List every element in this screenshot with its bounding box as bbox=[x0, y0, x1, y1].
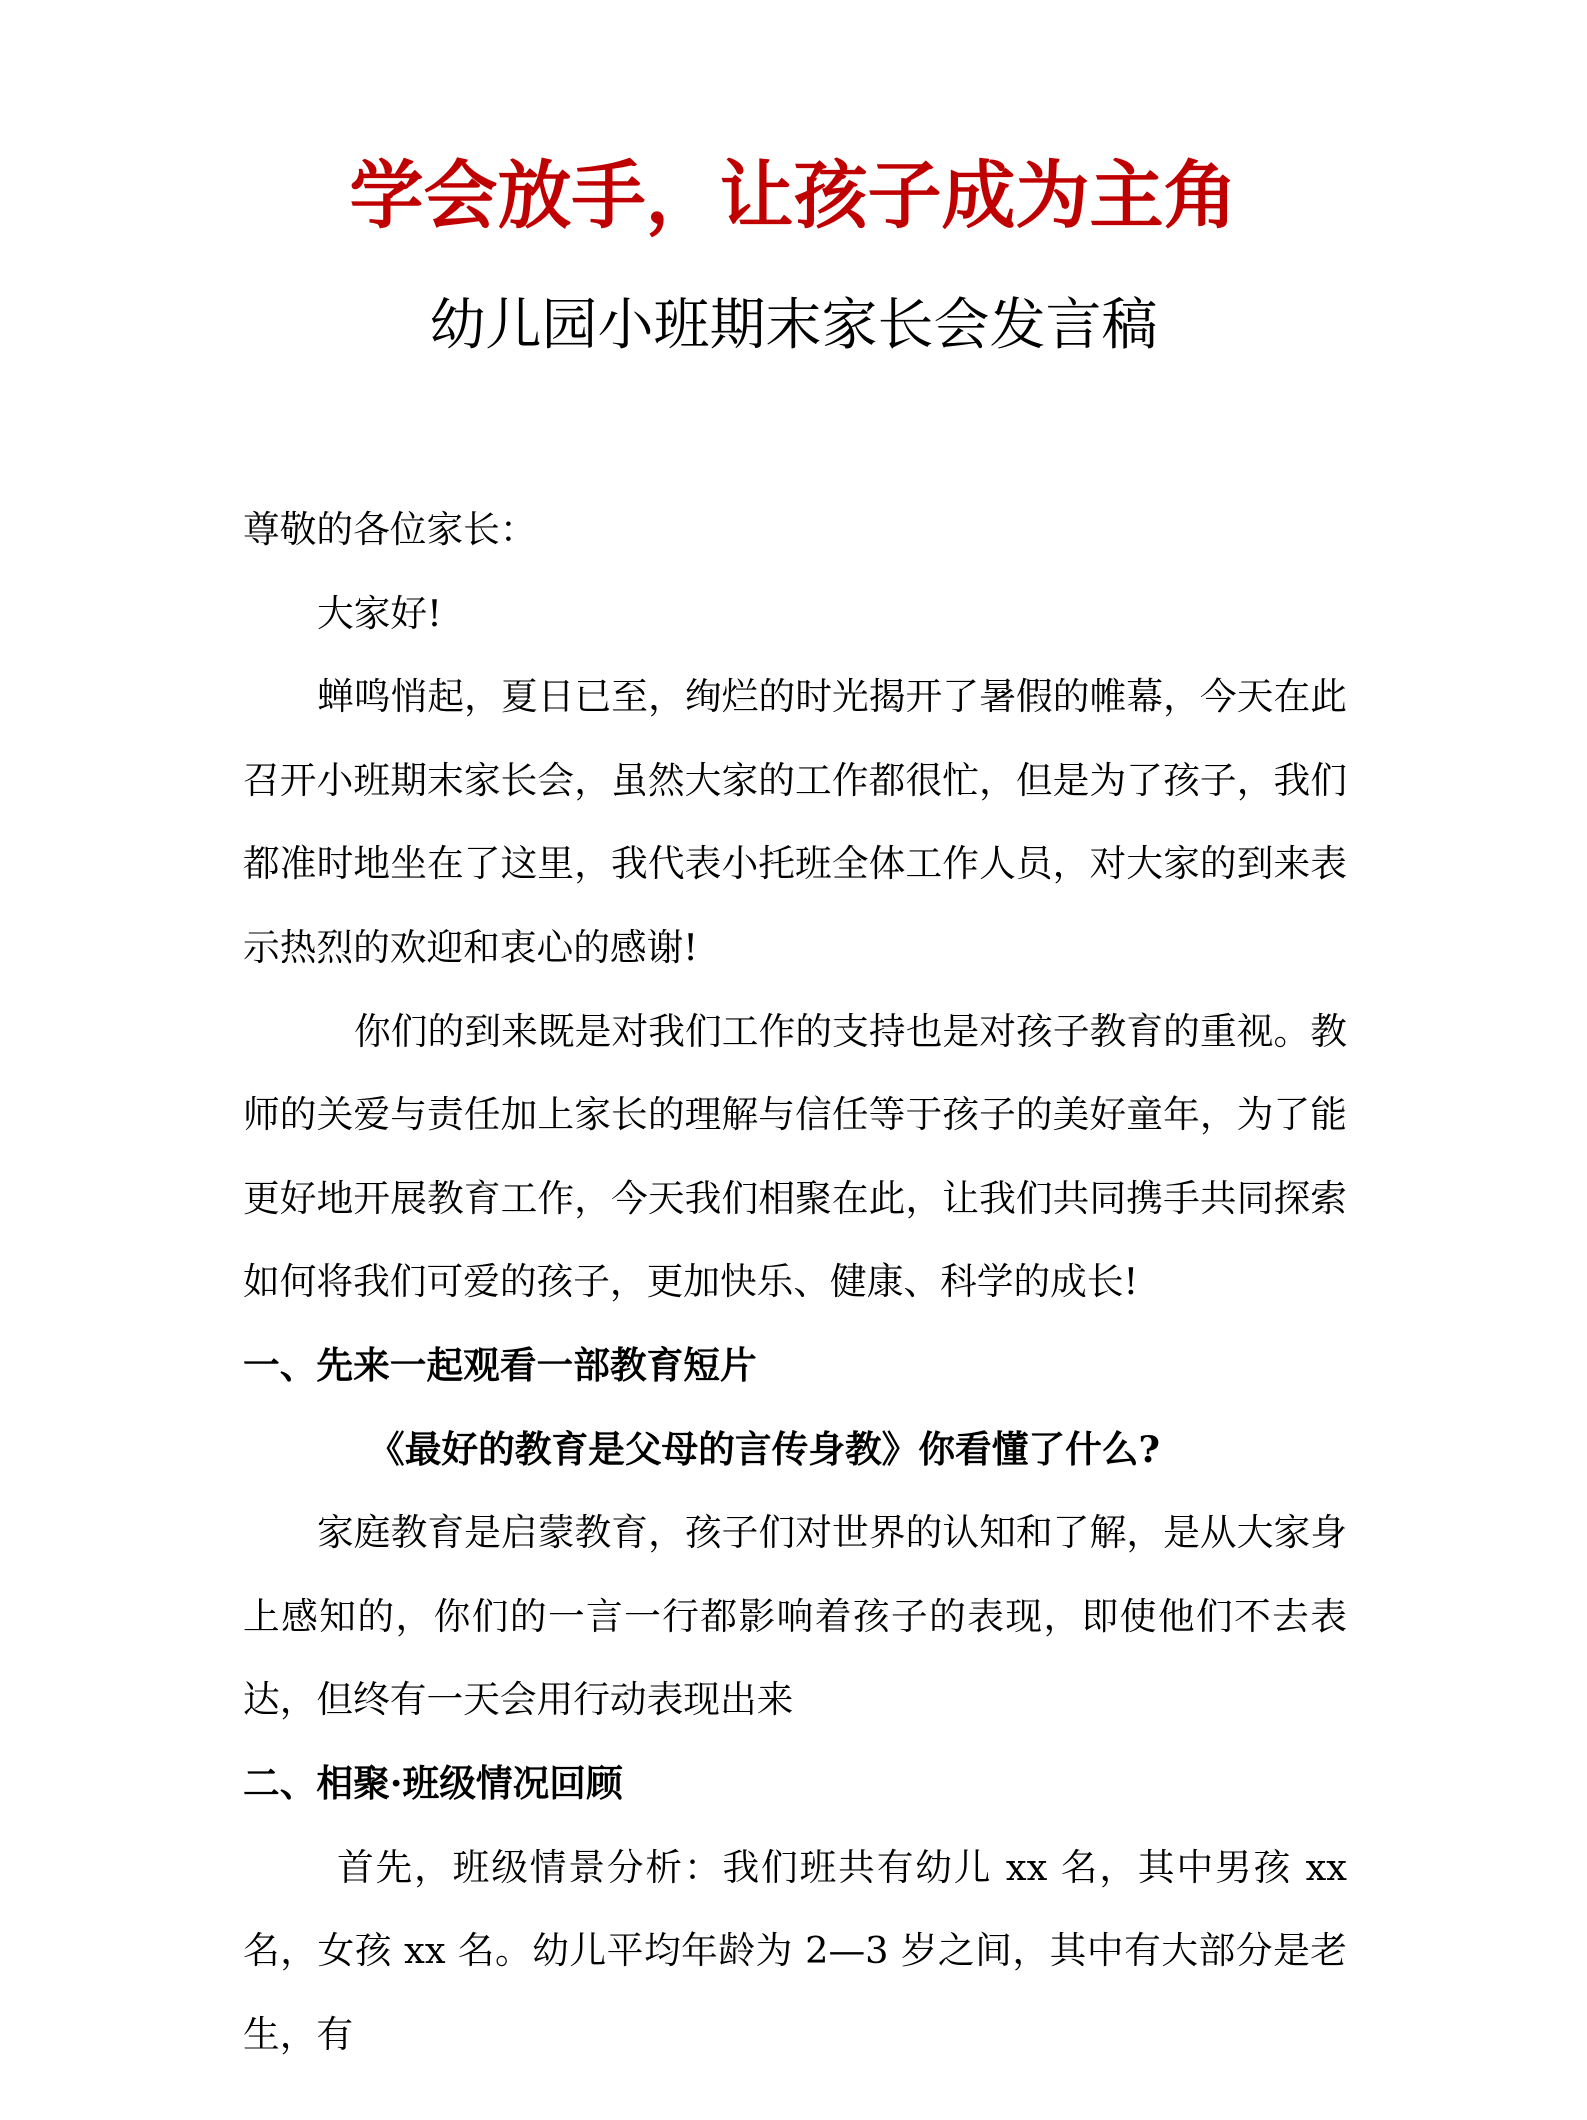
section-heading-1: 一、先来一起观看一部教育短片 bbox=[243, 1343, 757, 1387]
salutation: 尊敬的各位家长： bbox=[243, 508, 537, 551]
greeting: 大家好! bbox=[317, 591, 442, 635]
section-heading-2: 二、相聚·班级情况回顾 bbox=[243, 1761, 623, 1805]
document-title: 学会放手，让孩子成为主角 bbox=[349, 153, 1238, 239]
film-question: 《最好的教育是父母的言传身教》你看懂了什么? bbox=[368, 1427, 1160, 1471]
paragraph-welcome: 你们的到来既是对我们工作的支持也是对孩子教育的重视。教师的关爱与责任加上家长的理解与信任等于孩子的美好童年，为了能更好地开展教育工作，今天我们相聚在此，让我们共同携手共同探索如何将我们可爱的孩子，更加快乐、健康、科学的成长! bbox=[243, 1009, 1347, 1304]
paragraph-family-education: 家庭教育是启蒙教育，孩子们对世界的认知和了解，是从大家身上感知的，你们的一言一行都影响着孩子的表现，即使他们不去表达，但终有一天会用行动表现出来 bbox=[243, 1511, 1347, 1722]
document-body bbox=[243, 488, 1347, 2076]
document-subtitle: 幼儿园小班期末家长会发言稿 bbox=[429, 293, 1158, 358]
paragraph-class-analysis: 首先，班级情景分析：我们班共有幼儿 xx 名，其中男孩 xx 名，女孩 xx 名。幼儿平均年龄为 2—3 岁之间，其中有大部分是老生，有 bbox=[243, 1845, 1347, 2056]
paragraph-opening: 蝉鸣悄起，夏日已至，绚烂的时光揭开了暑假的帷幕，今天在此召开小班期末家长会，虽然大家的工作都很忙，但是为了孩子，我们都准时地坐在了这里，我代表小托班全体工作人员，对大家的到来表示热烈的欢迎和衷心的感谢! bbox=[243, 675, 1347, 969]
